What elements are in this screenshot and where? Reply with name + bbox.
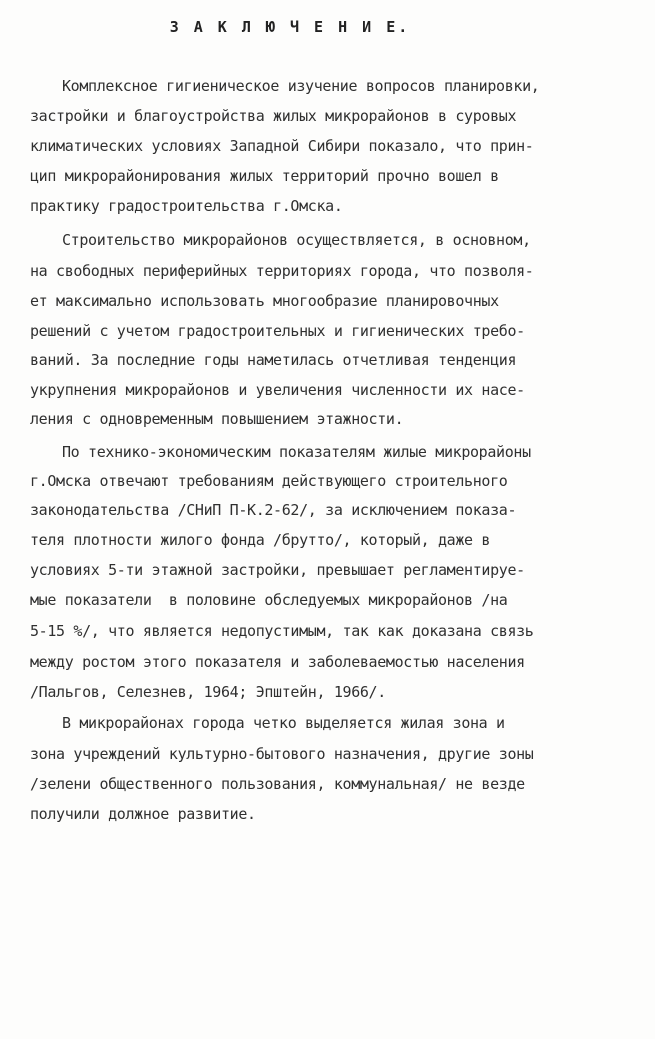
text-line: зона учреждений культурно-бытового назначения, другие зоны (30, 745, 534, 763)
text-line: практику градостроительства г.Омска. (30, 197, 343, 215)
text-line: ет максимально использовать многообразие планировочных (30, 292, 499, 310)
text-line: получили должное развитие. (30, 805, 256, 823)
text-line: климатических условиях Западной Сибири показало, что прин- (30, 137, 534, 155)
text-line: Комплексное гигиеническое изучение вопросов планировки, (62, 77, 540, 95)
text-line: укрупнения микрорайонов и увеличения численности их насе- (30, 381, 525, 399)
text-line: 5-15 %/, что является недопустимым, так как доказана связь (30, 622, 534, 640)
text-line: мые показатели в половине обследуемых микрорайонов /на (30, 591, 508, 609)
text-line: между ростом этого показателя и заболеваемостью населения (30, 653, 525, 671)
text-line: ления с одновременным повышением этажности. (30, 410, 404, 428)
text-line: По технико-экономическим показателям жилые микрорайоны (62, 443, 531, 461)
text-line: цип микрорайонирования жилых территорий прочно вошел в (30, 167, 499, 185)
text-line: ваний. За последние годы наметилась отчетливая тенденция (30, 351, 517, 369)
text-line: на свободных периферийных территориях города, что позволя- (30, 262, 534, 280)
text-line: г.Омска отвечают требованиям действующего строительного (30, 472, 508, 490)
text-line: условиях 5-ти этажной застройки, превышает регламентируе- (30, 561, 525, 579)
text-line: теля плотности жилого фонда /брутто/, который, даже в (30, 531, 491, 549)
text-line: /Пальгов, Селезнев, 1964; Эпштейн, 1966/. (30, 683, 386, 701)
page-title: З А К Л Ю Ч Е Н И Е. (169, 18, 411, 36)
text-line: законодательства /СНиП П-К.2-62/, за исключением показа- (30, 501, 517, 519)
text-line: /зелени общественного пользования, коммунальная/ не везде (30, 775, 525, 793)
text-line: В микрорайонах города четко выделяется жилая зона и (62, 714, 505, 732)
text-line: решений с учетом градостроительных и гигиенических требо- (30, 322, 525, 340)
text-line: застройки и благоустройства жилых микрорайонов в суровых (30, 107, 517, 125)
text-line: Строительство микрорайонов осуществляется, в основном, (62, 231, 531, 249)
